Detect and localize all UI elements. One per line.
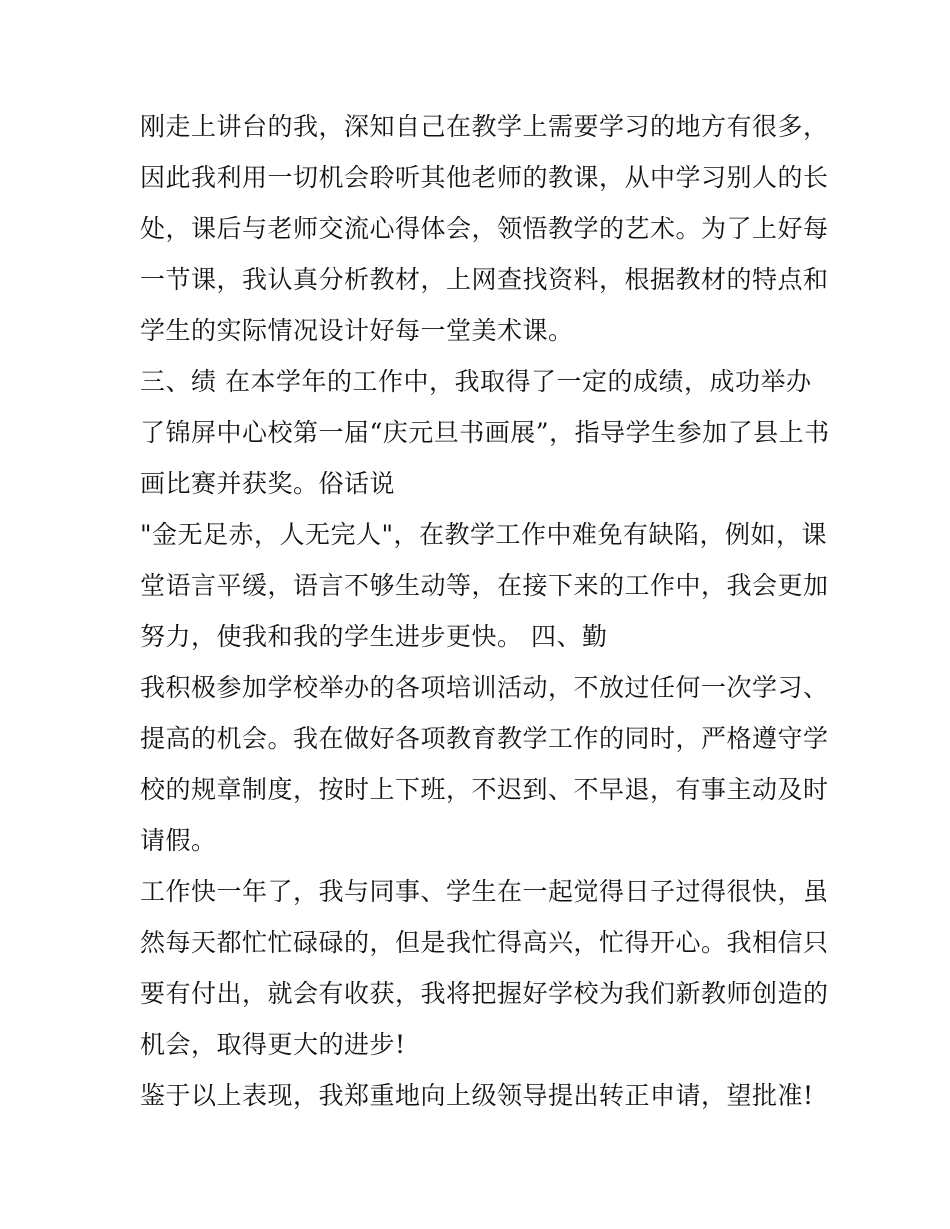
text-line: 提高的机会。我在做好各项教育教学工作的同时，严格遵守学 (140, 724, 829, 753)
text-line: "金无足赤，人无完人"，在教学工作中难免有缺陷，例如，课 (140, 520, 828, 549)
text-line: 然每天都忙忙碌碌的，但是我忙得高兴，忙得开心。我相信只 (140, 928, 829, 957)
text-line: 校的规章制度，按时上下班，不迟到、不早退，有事主动及时 (140, 775, 829, 804)
text-line: 请假。 (140, 826, 217, 855)
text-line: 画比赛并获奖。俗话说 (140, 469, 396, 498)
text-line: 一节课，我认真分析教材，上网查找资料，根据教材的特点和 (140, 265, 829, 294)
text-line: 因此我利用一切机会聆听其他老师的教课，从中学习别人的长 (140, 163, 829, 192)
text-line: 我积极参加学校举办的各项培训活动，不放过任何一次学习、 (140, 673, 829, 702)
text-line: 学生的实际情况设计好每一堂美术课。 (140, 316, 574, 345)
text-line: 处，课后与老师交流心得体会，领悟教学的艺术。为了上好每 (140, 214, 829, 243)
text-line: 工作快一年了，我与同事、学生在一起觉得日子过得很快，虽 (140, 877, 829, 906)
text-line: 要有付出，就会有收获，我将把握好学校为我们新教师创造的 (140, 979, 829, 1008)
text-line: 努力，使我和我的学生进步更快。 四、勤 (140, 622, 608, 651)
document-body (140, 101, 830, 1121)
text-line: 鉴于以上表现，我郑重地向上级领导提出转正申请，望批准! (140, 1081, 814, 1110)
text-line: 刚走上讲台的我，深知自己在教学上需要学习的地方有很多， (140, 112, 829, 141)
text-line: 堂语言平缓，语言不够生动等，在接下来的工作中，我会更加 (140, 571, 829, 600)
text-line: 三、绩 在本学年的工作中，我取得了一定的成绩，成功举办 (140, 367, 812, 396)
text-line: 了锦屏中心校第一届“庆元旦书画展”，指导学生参加了县上书 (140, 418, 830, 447)
text-line: 机会，取得更大的进步! (140, 1030, 406, 1059)
